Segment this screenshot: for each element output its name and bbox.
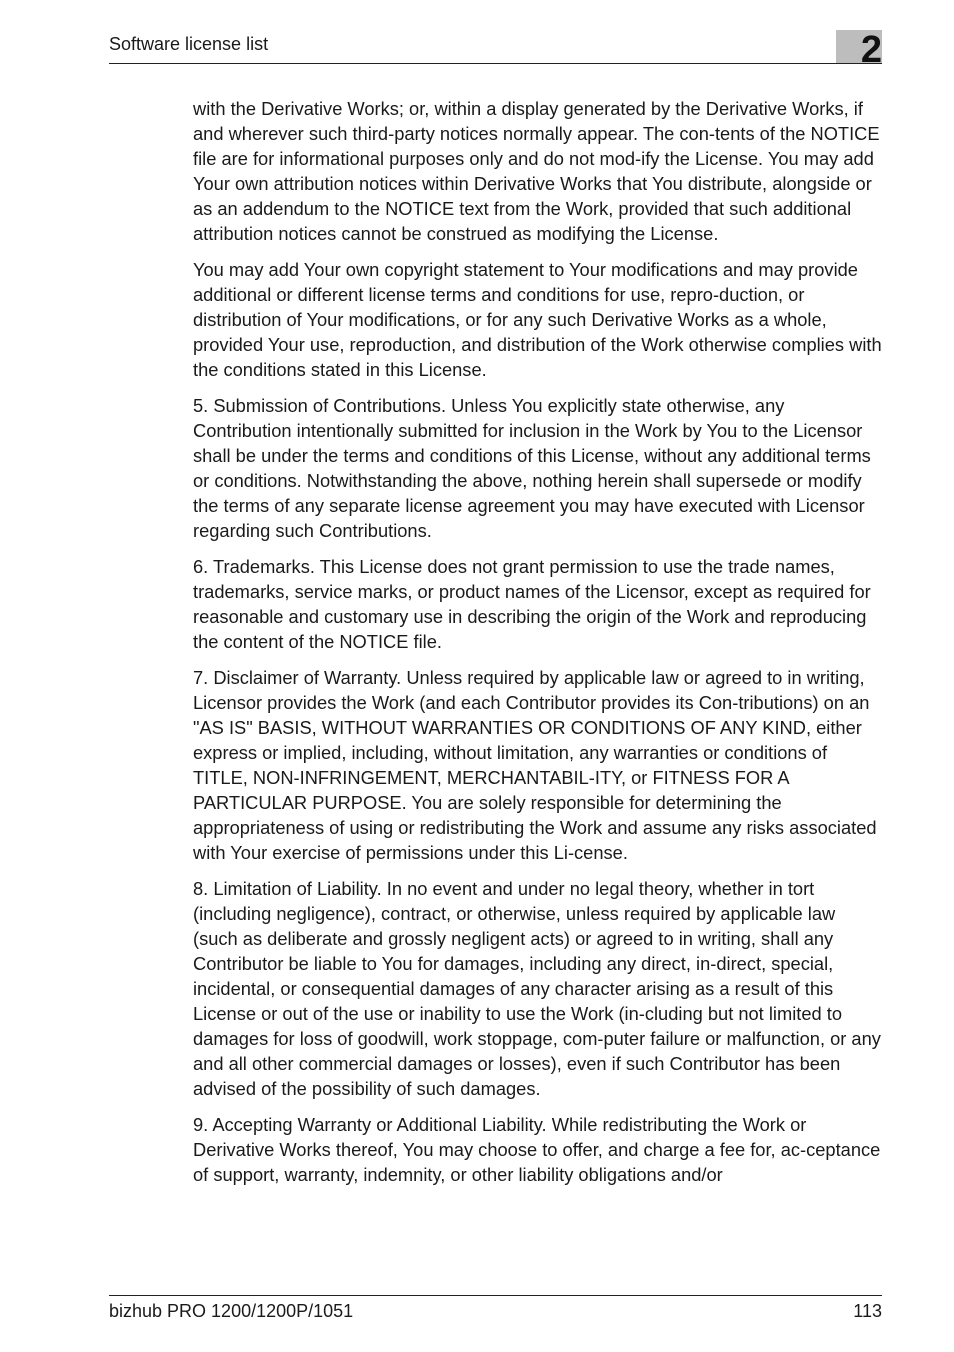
paragraph-limitation-of-liability: 8. Limitation of Liability. In no event and under no legal theory, whether in tort (including negligence), contract, or otherwise, unless required by applicable law (such as deliberate and grossly negligent acts) or agreed to in writing, shall any Contributor be liable to You for damages, including any direct, in-​direct, special, incidental, or consequential damages of any character arising as a result of this License or out of the use or inability to use the Work (in-​cluding but not limited to damages for loss of goodwill, work stoppage, com-​puter failure or malfunction, or any and all other commercial damages or losses), even if such Contributor has been advised of the possibility of such damages.: [193, 878, 881, 1099]
paragraph-accepting-warranty: 9. Accepting Warranty or Additional Liability. While redistributing the Work or Derivative Works thereof, You may choose to offer, and charge a fee for, ac-​ceptance of support, warranty, indemnity, or other liability obligations and/or: [193, 1114, 881, 1185]
paragraph-copyright-statement: You may add Your own copyright statement to Your modifications and may provide additional or different license terms and conditions for use, repro-​duction, or distribution of Your modifications, or for any such Derivative Works as a whole, provided Your use, reproduction, and distribution of the Work otherwise complies with the conditions stated in this License.: [193, 259, 882, 380]
footer-product-name: bizhub PRO 1200/1200P/1051: [109, 1301, 354, 1321]
page-footer: [109, 1295, 882, 1321]
running-header-title: Software license list: [109, 34, 269, 54]
body-text: [193, 96, 883, 1198]
chapter-number: 2: [860, 29, 882, 71]
paragraph-disclaimer-of-warranty: 7. Disclaimer of Warranty. Unless required by applicable law or agreed to in writing, Licensor provides the Work (and each Contributor provides its Con-​tributions) on an "AS IS" BASIS, WITHOUT WARRANTIES OR CONDITIONS OF ANY KIND, either express or implied, including, without limitation, any warranties or conditions of TITLE, NON-INFRINGEMENT, MERCHANTABIL-​ITY, or FITNESS FOR A PARTICULAR PURPOSE. You are solely responsible for determining the appropriateness of using or redistributing the Work and assume any risks associated with Your exercise of permissions under this Li-​cense.: [193, 667, 877, 863]
footer-page-number: 113: [853, 1301, 882, 1321]
page-header: [109, 29, 882, 71]
chapter-badge: [836, 29, 882, 71]
paragraph-trademarks: 6. Trademarks. This License does not grant permission to use the trade names, trademarks, service marks, or product names of the Licensor, except as required for reasonable and customary use in describing the origin of the Work and reproducing the content of the NOTICE file.: [193, 556, 871, 652]
paragraph-submission-of-contributions: 5. Submission of Contributions. Unless You explicitly state otherwise, any Contribution intentionally submitted for inclusion in the Work by You to the Licensor shall be under the terms and conditions of this License, without any additional terms or conditions. Notwithstanding the above, nothing herein shall supersede or modify the terms of any separate license agreement you may have executed with Licensor regarding such Contributions.: [193, 395, 871, 541]
paragraph-notice-continued: with the Derivative Works; or, within a display generated by the Derivative Works, if and wherever such third-party notices normally appear. The con-​tents of the NOTICE file are for informational purposes only and do not mod-​ify the License. You may add Your own attribution notices within Derivative Works that You distribute, alongside or as an addendum to the NOTICE text from the Work, provided that such additional attribution notices cannot be construed as modifying the License.: [193, 98, 880, 244]
